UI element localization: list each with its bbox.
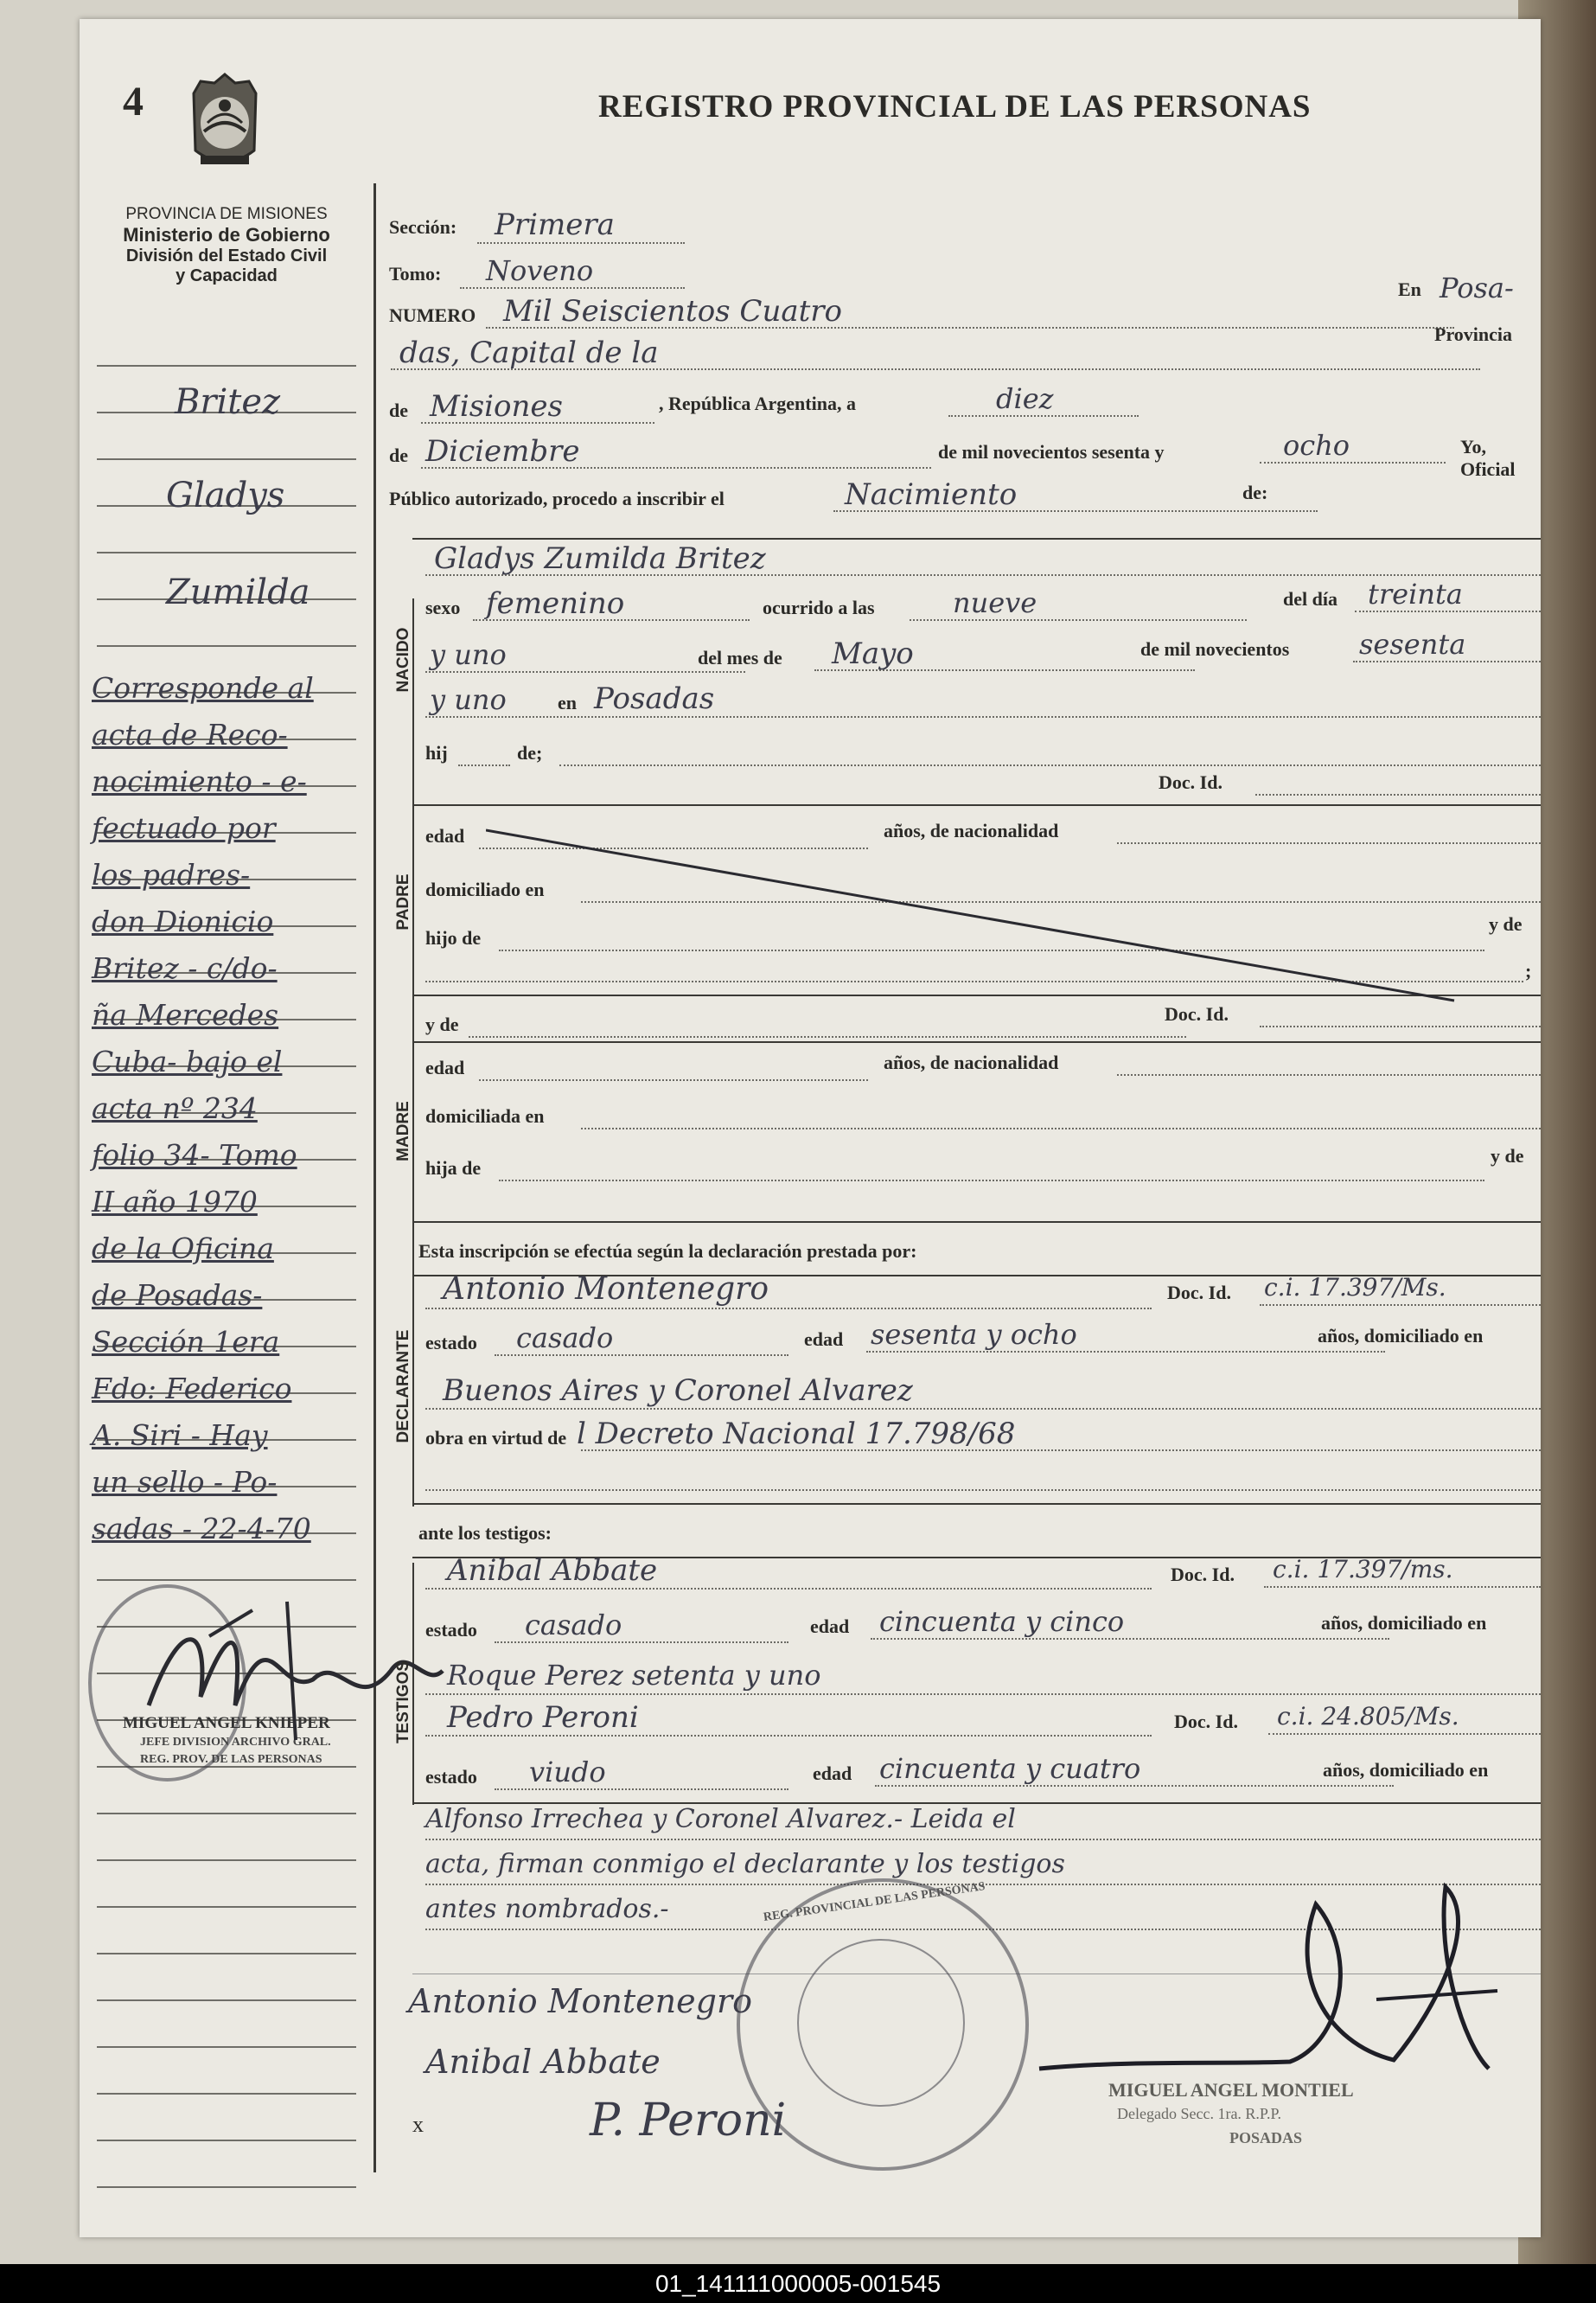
margin-rule xyxy=(97,552,356,553)
madre-y-de-line xyxy=(469,1036,1186,1038)
madre-nacionalidad-line xyxy=(1117,1074,1541,1076)
margin-rule xyxy=(97,1953,356,1954)
anio-value: ocho xyxy=(1283,429,1350,462)
margin-rule xyxy=(97,1906,356,1908)
officer-title: Delegado Secc. 1ra. R.P.P. xyxy=(1117,2105,1281,2122)
margin-annotation-line: acta nº 234 xyxy=(92,1091,258,1125)
padre-strike-line xyxy=(486,823,1463,1014)
t2-domicilio-value: Alfonso Irrechea y Coronel Alvarez.- Leida el xyxy=(425,1804,1016,1834)
margin-annotation-line: Corresponde al xyxy=(92,671,314,705)
declarante-doc-label: Doc. Id. xyxy=(1167,1282,1231,1303)
t1-doc-value: c.i. 17.397/ms. xyxy=(1273,1555,1453,1583)
officer-name: MIGUEL ANGEL MONTIEL xyxy=(1108,2079,1354,2101)
divider-madre-top xyxy=(412,1041,1541,1043)
footer-caption: 01_141111000005-001545 xyxy=(0,2264,1596,2303)
oficial-label: Yo, Oficial xyxy=(1460,436,1516,480)
declarante-domicilio-value: Buenos Aires y Coronel Alvarez xyxy=(443,1373,913,1408)
margin-annotation-line: Fdo: Federico xyxy=(92,1372,292,1405)
hora-value: nueve xyxy=(953,586,1037,619)
margin-rule xyxy=(97,2140,356,2141)
hora-line xyxy=(910,619,1247,621)
lugar-line xyxy=(425,716,1541,718)
seccion-label: Sección: xyxy=(389,216,457,238)
en-label: En xyxy=(1398,278,1421,300)
anio-line xyxy=(1260,462,1446,464)
ocurrido-label: ocurrido a las xyxy=(763,597,875,618)
provincia-value: Misiones xyxy=(430,389,563,424)
page-number: 4 xyxy=(123,79,144,125)
t2-estado-label: estado xyxy=(425,1766,477,1788)
t1-edad-line xyxy=(871,1638,1389,1640)
margin-separator xyxy=(373,183,376,2172)
t1-estado-value: casado xyxy=(525,1609,622,1641)
tomo-value: Noveno xyxy=(486,254,594,287)
divider-declarante-bottom xyxy=(412,1503,1541,1505)
provincia-label: Provincia xyxy=(1434,323,1513,345)
dia-line xyxy=(948,415,1139,417)
document-page xyxy=(80,19,1541,2237)
margin-annotation-line: acta de Reco- xyxy=(92,718,288,752)
province-seal-emblem xyxy=(182,71,268,175)
signature-x-mark: x xyxy=(412,2112,424,2137)
t2-doc-value: c.i. 24.805/Ms. xyxy=(1277,1702,1459,1730)
del-dia-label: del día xyxy=(1283,588,1337,610)
padre-y-de-label: y de xyxy=(1489,913,1523,935)
margin-rule xyxy=(97,1859,356,1861)
place-value: das, Capital de la xyxy=(399,336,659,370)
t1-nombre-line xyxy=(425,1588,1152,1590)
seccion-line xyxy=(477,242,685,244)
agency-capacity: y Capacidad xyxy=(176,266,278,285)
madre-domicilio-line xyxy=(581,1128,1541,1129)
anio-nacido-label: de mil novecientos xyxy=(1140,638,1290,660)
margin-name-zumilda: Zumilda xyxy=(166,573,310,612)
padre-hijo-label: hijo de xyxy=(425,927,482,949)
margin-annotation-line: los padres- xyxy=(92,858,251,892)
anio-nacido-line xyxy=(1353,661,1541,662)
t2-domicilio-line xyxy=(425,1839,1541,1840)
margin-rule xyxy=(97,458,356,460)
acto-value: Nacimiento xyxy=(845,477,1018,512)
margin-annotation-line: folio 34- Tomo xyxy=(92,1138,297,1172)
declarante-edad-value: sesenta y ocho xyxy=(871,1318,1077,1351)
declarante-obra-label: obra en virtud de xyxy=(425,1427,567,1449)
signature-testigo-2: P. Peroni xyxy=(590,2095,787,2146)
declarante-estado-line xyxy=(495,1354,788,1356)
closing-text-2: antes nombrados.- xyxy=(425,1894,669,1924)
declarante-edad-line xyxy=(866,1351,1385,1353)
t2-edad-line xyxy=(875,1785,1394,1787)
officer-place: POSADAS xyxy=(1229,2129,1303,2146)
divider-nacido-top xyxy=(412,538,1541,540)
hij-line xyxy=(458,764,510,766)
del-mes-label: del mes de xyxy=(698,647,782,669)
sexo-value: femenino xyxy=(486,586,625,621)
t1-domicilio-line xyxy=(425,1693,1541,1695)
declarante-estado-label: estado xyxy=(425,1332,477,1353)
padre-doc-label: Doc. Id. xyxy=(1165,1003,1229,1025)
registry-stamp-inner xyxy=(797,1939,965,2107)
t1-estado-line xyxy=(495,1641,788,1643)
margin-rule xyxy=(97,1999,356,2001)
margin-annotation-line: un sello - Po- xyxy=(92,1465,278,1499)
signature-testigo-1: Anibal Abbate xyxy=(425,2043,661,2081)
nacido-nombre-value: Gladys Zumilda Britez xyxy=(434,541,766,576)
divider-madre-bottom xyxy=(412,1221,1541,1223)
mes-value: Diciembre xyxy=(425,434,580,469)
margin-annotation-line: II año 1970 xyxy=(92,1185,258,1219)
declarante-edad-label: edad xyxy=(804,1328,844,1350)
agency-block xyxy=(97,205,356,286)
dia-nacido-line xyxy=(1355,611,1541,612)
de-label: de xyxy=(389,400,408,421)
t2-nombre-value: Pedro Peroni xyxy=(447,1700,639,1735)
testigos-section-label: TESTIGOS xyxy=(394,1660,412,1744)
declarante-domicilio-line xyxy=(425,1408,1541,1410)
testigos-label: ante los testigos: xyxy=(418,1522,552,1544)
declarante-section-label: DECLARANTE xyxy=(394,1329,412,1443)
t1-doc-label: Doc. Id. xyxy=(1171,1564,1235,1585)
closing-text-1: acta, firman conmigo el declarante y los testigos xyxy=(425,1849,1065,1879)
sexo-label: sexo xyxy=(425,597,461,618)
t2-nombre-line xyxy=(425,1735,1152,1737)
margin-annotation-line: de Posadas- xyxy=(92,1278,263,1312)
margin-annotation-line: don Dionicio xyxy=(92,905,274,938)
signature-declarante: Antonio Montenegro xyxy=(408,1982,752,2020)
margin-annotation-line: Britez - c/do- xyxy=(92,951,278,985)
page-title: REGISTRO PROVINCIAL DE LAS PERSONAS xyxy=(598,89,1312,125)
padres-line xyxy=(559,764,1541,766)
margin-name-gladys: Gladys xyxy=(166,476,285,515)
officer-signature xyxy=(1031,1870,1515,2095)
madre-y-de-label: y de xyxy=(425,1014,459,1035)
t1-doc-line xyxy=(1264,1586,1541,1588)
t2-doc-label: Doc. Id. xyxy=(1174,1711,1238,1732)
margin-name-britez: Britez xyxy=(175,382,281,422)
anio-nacido-value-2: y uno xyxy=(430,683,507,716)
declarante-doc-value: c.i. 17.397/Ms. xyxy=(1264,1273,1446,1302)
margin-annotation-line: de la Oficina xyxy=(92,1231,274,1265)
mes-nacido-value: Mayo xyxy=(832,637,914,671)
t1-estado-label: estado xyxy=(425,1619,477,1641)
margin-rule xyxy=(97,2093,356,2095)
numero-label: NUMERO xyxy=(389,304,476,326)
dia-nacido-value-2: y uno xyxy=(430,638,507,671)
registry-stamp-text: REG. PROVINCIAL DE LAS PERSONAS xyxy=(763,1880,986,1924)
padre-section-label: PADRE xyxy=(394,873,412,931)
en-lugar-label: en xyxy=(558,692,577,713)
en-value: Posa- xyxy=(1440,272,1514,304)
de-colon-label: de: xyxy=(1242,482,1268,503)
margin-annotation-line: Cuba- bajo el xyxy=(92,1045,283,1078)
t1-nombre-value: Anibal Abbate xyxy=(447,1553,658,1588)
t2-estado-value: viudo xyxy=(529,1756,606,1788)
agency-province: PROVINCIA DE MISIONES xyxy=(125,205,328,223)
padre-doc-line xyxy=(1260,1026,1541,1027)
t1-domicilio-value: Roque Perez setenta y uno xyxy=(447,1659,821,1692)
t2-domicilio-label: años, domiciliado en xyxy=(1323,1759,1489,1781)
t2-edad-label: edad xyxy=(813,1762,852,1784)
dia-nacido-line-2 xyxy=(425,671,745,673)
madre-y-de-label-2: y de xyxy=(1491,1145,1524,1167)
anio-label: de mil novecientos sesenta y xyxy=(938,441,1165,463)
madre-domicilio-label: domiciliada en xyxy=(425,1105,545,1127)
stamp-office: REG. PROV. DE LAS PERSONAS xyxy=(140,1753,322,1766)
nacido-section-label: NACIDO xyxy=(394,627,412,693)
tomo-line xyxy=(460,287,685,289)
divider-padre-top xyxy=(412,804,1541,806)
anio-nacido-value: sesenta xyxy=(1359,628,1466,661)
publico-label: Público autorizado, procedo a inscribir el xyxy=(389,488,725,509)
numero-value: Mil Seiscientos Cuatro xyxy=(503,294,842,329)
margin-annotation-line: fectuado por xyxy=(92,811,276,845)
t1-edad-value: cincuenta y cinco xyxy=(879,1605,1125,1638)
madre-edad-label: edad xyxy=(425,1057,465,1078)
margin-rule xyxy=(97,2046,356,2048)
margin-rule xyxy=(97,365,356,367)
madre-edad-line xyxy=(479,1079,868,1081)
de-semicolon-label: de; xyxy=(517,742,543,764)
declarante-domicilio-label: años, domiciliado en xyxy=(1318,1325,1484,1347)
nacido-doc-label: Doc. Id. xyxy=(1159,771,1223,793)
declarante-obra-value: l Decreto Nacional 17.798/68 xyxy=(577,1417,1016,1451)
nacido-doc-line xyxy=(1255,794,1541,796)
de-label-2: de xyxy=(389,445,408,466)
declarante-estado-value: casado xyxy=(516,1321,614,1354)
madre-hija-label: hija de xyxy=(425,1157,482,1179)
stamp-title: JEFE DIVISION ARCHIVO GRAL. xyxy=(140,1736,331,1749)
margin-annotation-line: A. Siri - Hay xyxy=(92,1418,268,1452)
margin-annotation-line: nocimiento - e- xyxy=(92,764,307,798)
madre-section-label: MADRE xyxy=(394,1101,412,1161)
margin-annotation-line: ña Mercedes xyxy=(92,998,279,1032)
t1-edad-label: edad xyxy=(810,1615,850,1637)
padre-edad-label: edad xyxy=(425,825,465,847)
seccion-value: Primera xyxy=(495,208,615,242)
padre-semicolon: ; xyxy=(1525,960,1532,982)
padre-nacionalidad-label: años, de nacionalidad xyxy=(884,820,1059,841)
margin-rule xyxy=(97,1813,356,1814)
tomo-label: Tomo: xyxy=(389,263,442,285)
t2-estado-line xyxy=(495,1788,788,1790)
dia-value: diez xyxy=(996,382,1054,415)
t1-domicilio-label: años, domiciliado en xyxy=(1321,1612,1487,1634)
hij-label: hij xyxy=(425,742,448,764)
agency-division: División del Estado Civil xyxy=(125,246,328,265)
declaracion-label: Esta inscripción se efectúa según la declaración prestada por: xyxy=(418,1240,917,1262)
republica-label: , República Argentina, a xyxy=(659,393,856,414)
t2-doc-line xyxy=(1268,1733,1541,1735)
madre-nacionalidad-label: años, de nacionalidad xyxy=(884,1052,1059,1073)
madre-hija-line xyxy=(499,1180,1484,1181)
declarante-nombre-line xyxy=(425,1308,1152,1309)
declarante-doc-line xyxy=(1260,1304,1541,1306)
margin-annotation-line: sadas - 22-4-70 xyxy=(92,1512,311,1545)
declarante-nombre-value: Antonio Montenegro xyxy=(443,1271,769,1307)
dia-nacido-value: treinta xyxy=(1368,578,1463,611)
agency-ministry: Ministerio de Gobierno xyxy=(123,224,330,246)
padre-domicilio-label: domiciliado en xyxy=(425,879,545,900)
stamp-name: MIGUEL ANGEL KNIEPER xyxy=(123,1714,330,1732)
lugar-value: Posadas xyxy=(594,681,715,716)
margin-annotation-line: Sección 1era xyxy=(92,1325,280,1359)
margin-rule xyxy=(97,2186,356,2188)
margin-rule xyxy=(97,645,356,647)
t2-edad-value: cincuenta y cuatro xyxy=(879,1752,1141,1785)
declarante-extra-line xyxy=(425,1489,1541,1491)
